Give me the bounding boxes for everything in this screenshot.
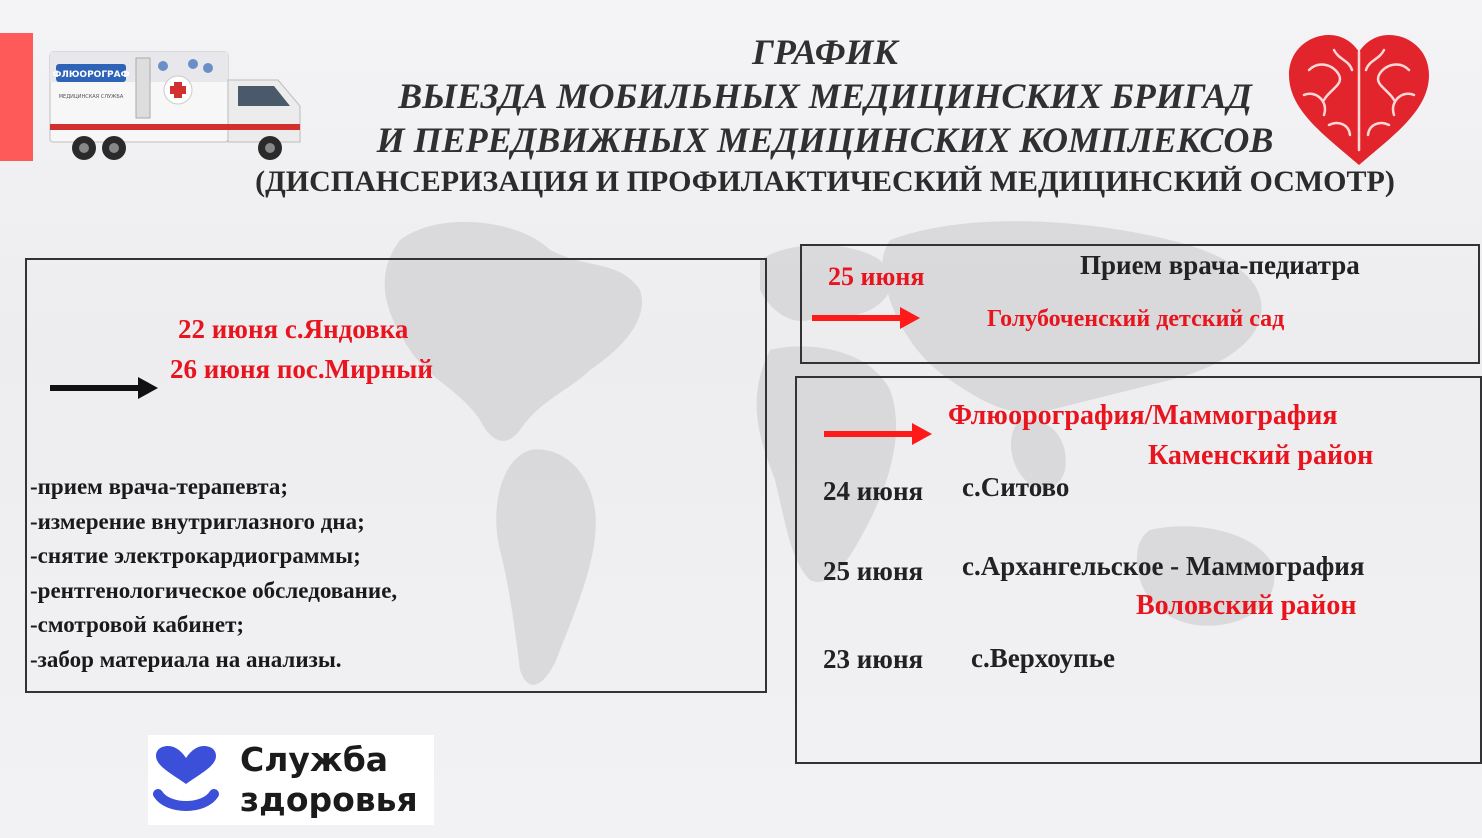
row-date: 23 июня xyxy=(823,644,924,674)
service-item: -прием врача-терапевта; xyxy=(30,474,289,499)
row-date: 24 июня xyxy=(823,476,924,506)
pediatrician-place: Голубоченский детский сад xyxy=(987,306,1285,332)
title-line-4: (ДИСПАНСЕРИЗАЦИЯ И ПРОФИЛАКТИЧЕСКИЙ МЕДИЦИНСКИЙ ОСМОТР) xyxy=(255,165,1395,198)
arrow-right-icon xyxy=(812,307,920,329)
services-list xyxy=(30,470,397,677)
row-place: с.Верхоупье xyxy=(971,643,1116,673)
row-place: с.Ситово xyxy=(962,472,1070,502)
pediatrician-date: 25 июня xyxy=(828,262,925,291)
row-place: с.Архангельское - Маммография xyxy=(962,551,1365,581)
service-item: -измерение внутриглазного дна; xyxy=(30,508,365,534)
arrow-right-icon xyxy=(824,423,932,445)
red-side-bar xyxy=(0,33,33,161)
title-line-1: ГРАФИК xyxy=(752,32,898,72)
service-item: -рентгенологическое обследование, xyxy=(30,577,398,603)
left-date-1: 22 июня с.Яндовка xyxy=(178,314,409,344)
logo-text xyxy=(240,740,418,820)
service-item: -снятие электрокардиограммы; xyxy=(30,543,361,568)
service-logo-icon xyxy=(152,744,220,816)
district-kamensky: Каменский район xyxy=(1148,440,1374,471)
left-date-2: 26 июня пос.Мирный xyxy=(170,354,433,384)
logo-line-2: здоровья xyxy=(240,780,418,819)
truck-sublabel: МЕДИЦИНСКАЯ СЛУЖБА xyxy=(58,94,124,100)
page-title xyxy=(250,30,1400,202)
row-date: 25 июня xyxy=(823,556,924,586)
pediatrician-title: Прием врача-педиатра xyxy=(1080,250,1360,280)
title-line-2: ВЫЕЗДА МОБИЛЬНЫХ МЕДИЦИНСКИХ БРИГАД xyxy=(398,76,1252,116)
fluorography-heading: Флюорография/Маммография xyxy=(948,400,1338,431)
service-item: -забор материала на анализы. xyxy=(30,646,342,672)
district-volovsky: Воловский район xyxy=(1136,590,1357,621)
truck-label: ФЛЮОРОГРАФ xyxy=(52,70,130,80)
heart-brain-icon xyxy=(1284,30,1434,170)
service-item: -смотровой кабинет; xyxy=(30,612,245,637)
title-line-3: И ПЕРЕДВИЖНЫХ МЕДИЦИНСКИХ КОМПЛЕКСОВ xyxy=(376,120,1274,160)
arrow-right-icon xyxy=(50,377,158,399)
logo-line-1: Служба xyxy=(240,740,389,779)
